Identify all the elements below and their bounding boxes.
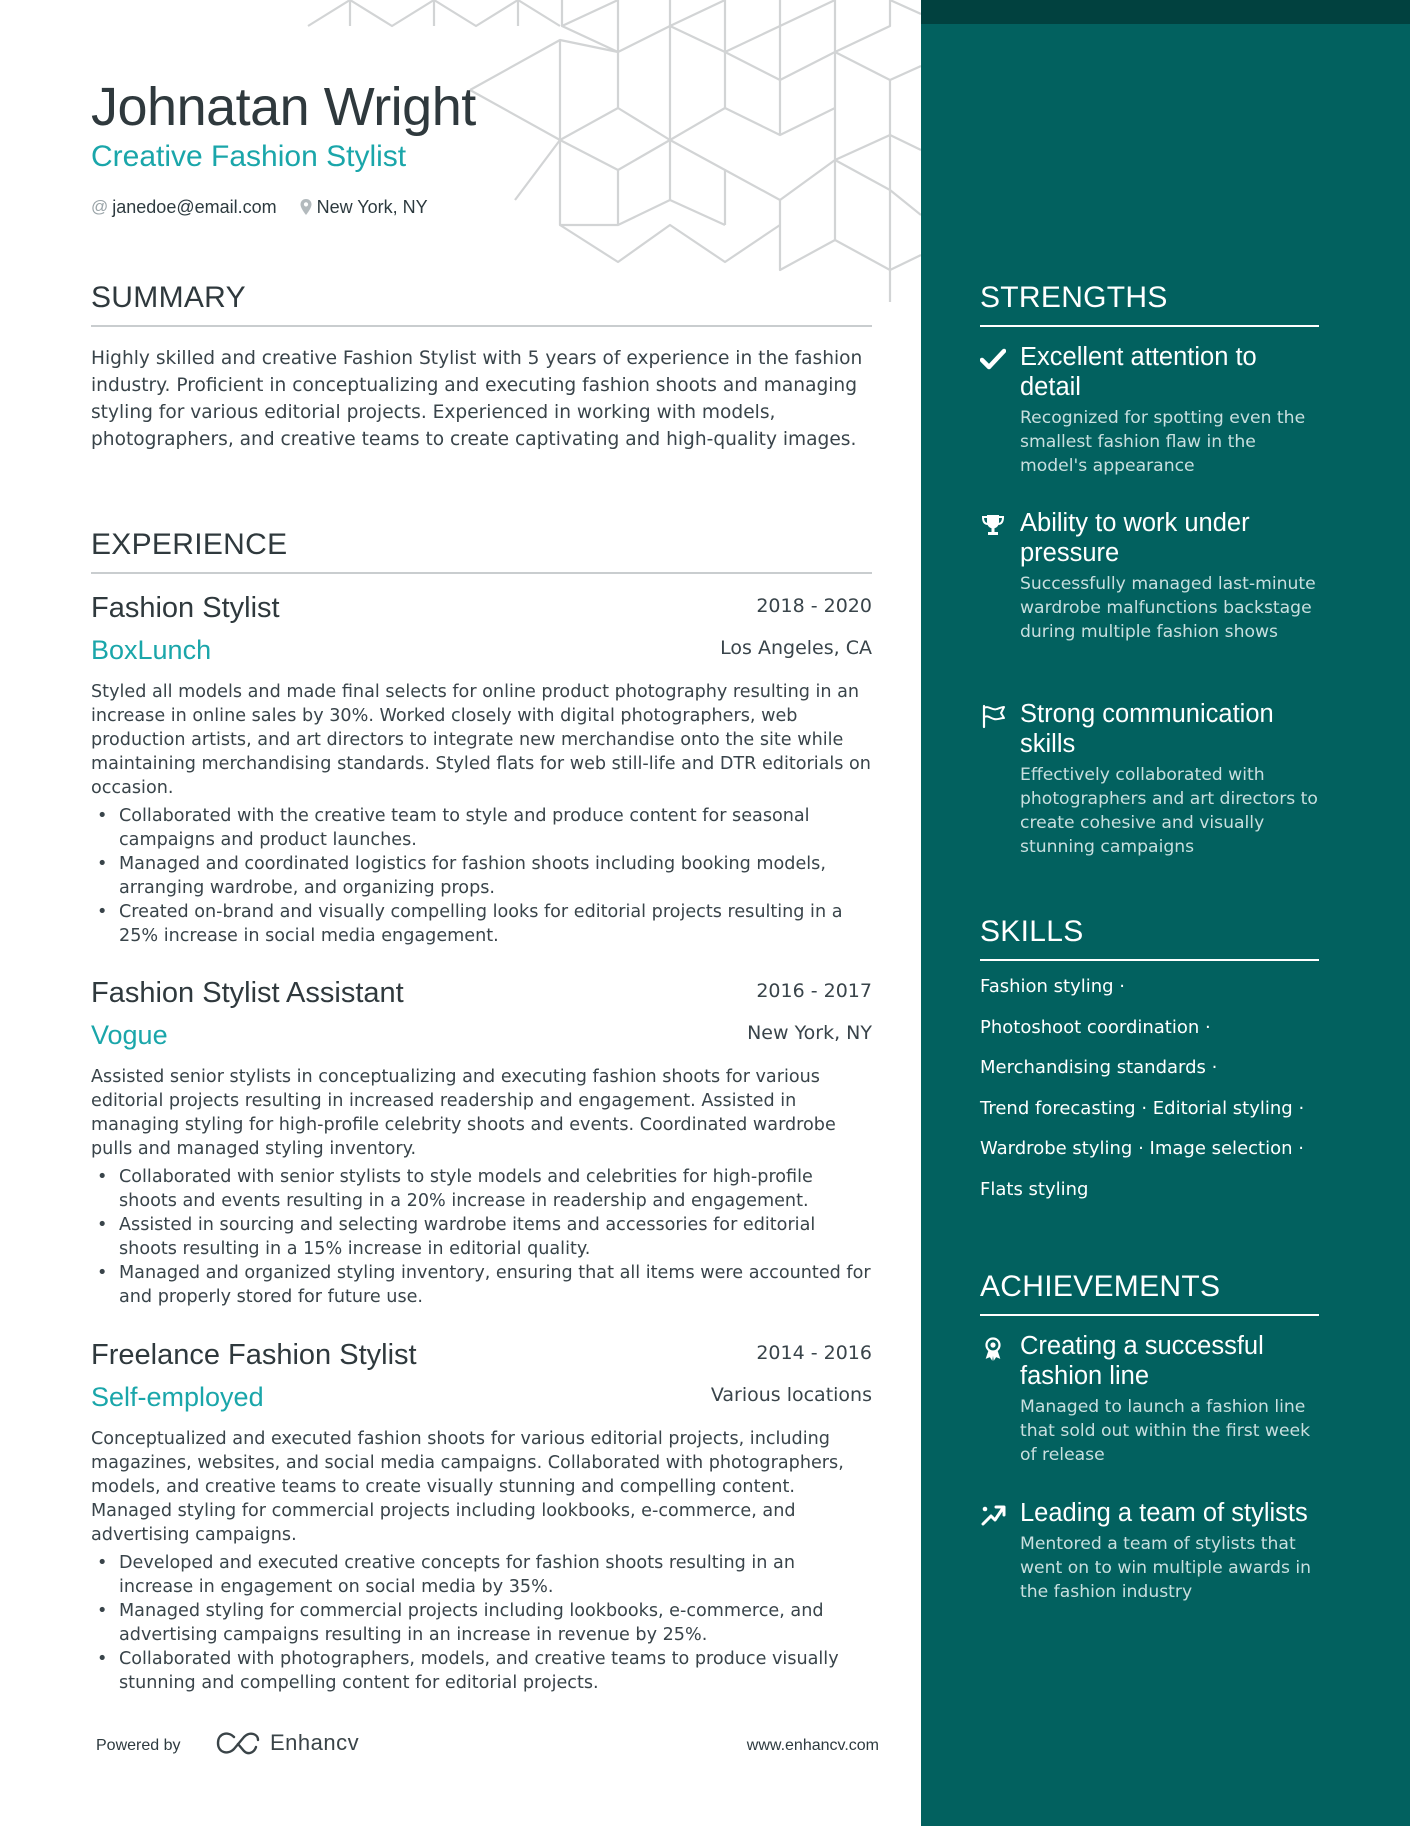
strength-item: [980, 699, 1320, 859]
location-pin-icon: [299, 198, 313, 216]
candidate-title: Creative Fashion Stylist: [91, 140, 407, 173]
skill-line: Flats styling: [980, 1178, 1089, 1200]
enhancv-logo-icon: [214, 1730, 260, 1756]
strength-description: Recognized for spotting even the smallest fashion flaw in the model's appearance: [1020, 408, 1306, 476]
job-dates: 2014 - 2016: [756, 1342, 872, 1364]
experience-entry: [91, 592, 872, 948]
strength-description: Effectively collaborated with photographers and art directors to create cohesive and visually stunning campaigns: [1020, 765, 1318, 857]
contact-row: [91, 195, 450, 219]
achievement-title: Creating a successful fashion line: [1020, 1332, 1264, 1390]
location-item: [299, 197, 428, 218]
email-text: janedoe@email.com: [112, 196, 277, 217]
strengths-heading: STRENGTHS: [980, 281, 1319, 327]
achievement-item: [980, 1498, 1320, 1604]
job-bullet: • Managed and organized styling inventory, ensuring that all items were accounted for and properly stored for future use.: [91, 1261, 872, 1309]
achievement-title: Leading a team of stylists: [1020, 1499, 1308, 1527]
footer: [96, 1726, 879, 1766]
job-location: New York, NY: [747, 1022, 872, 1044]
strength-item: [980, 342, 1320, 478]
job-location: Various locations: [710, 1384, 872, 1406]
experience-entry: [91, 1339, 872, 1695]
candidate-name: Johnatan Wright: [91, 77, 476, 137]
skills-heading: SKILLS: [980, 915, 1319, 961]
job-dates: 2018 - 2020: [756, 595, 872, 617]
achievement-item: [980, 1331, 1320, 1467]
achievements-heading: ACHIEVEMENTS: [980, 1270, 1319, 1316]
skill-line: Photoshoot coordination ·: [980, 1016, 1211, 1038]
job-description: Conceptualized and executed fashion shoots for various editorial projects, including magazines, websites, and social media campaigns. Collaborated with photographers, models, and creative teams to create visually stunning and compelling content. Managed styling for commercial projects including lookbooks, e-commerce, and advertising campaigns.: [91, 1429, 844, 1545]
job-bullet: • Managed and coordinated logistics for fashion shoots including booking models, arranging wardrobe, and organizing props.: [91, 852, 872, 900]
skills-list: [980, 975, 1325, 1218]
job-bullet: • Collaborated with photographers, models, and creative teams to produce visually stunning and compelling content for editorial projects.: [91, 1647, 872, 1695]
job-location: Los Angeles, CA: [720, 637, 872, 659]
job-bullet: • Collaborated with the creative team to style and produce content for seasonal campaigns and product launches.: [91, 804, 872, 852]
at-sign-icon: @: [91, 197, 109, 216]
job-bullet: • Collaborated with senior stylists to style models and celebrities for high-profile shoots and events resulting in a 20% increase in readership and engagement.: [91, 1165, 872, 1213]
brand-name: Enhancv: [270, 1730, 360, 1755]
summary-heading: SUMMARY: [91, 281, 872, 327]
job-bullet: • Developed and executed creative concepts for fashion shoots resulting in an increase in engagement on social media by 35%.: [91, 1551, 872, 1599]
strength-item: [980, 508, 1320, 644]
strength-title: Ability to work under pressure: [1020, 509, 1250, 567]
summary-text: Highly skilled and creative Fashion Stylist with 5 years of experience in the fashion industry. Proficient in conceptualizing and executing fashion shoots and managing styling for various editorial projects. Experienced in working with models, photographers, and creative teams to create captivating and high-quality images.: [91, 348, 863, 450]
job-title: Fashion Stylist Assistant: [91, 977, 404, 1009]
trophy-icon: [980, 512, 1006, 538]
experience-heading: EXPERIENCE: [91, 528, 872, 574]
job-bullets: [91, 1165, 872, 1309]
job-description: Assisted senior stylists in conceptualizing and executing fashion shoots for various editorial projects resulting in increased readership and engagement. Assisted in managing styling for high-profile celebrity shoots and events. Coordinated wardrobe pulls and managed styling inventory.: [91, 1067, 836, 1159]
job-bullet: • Managed styling for commercial projects including lookbooks, e-commerce, and advertising campaigns resulting in an increase in revenue by 25%.: [91, 1599, 872, 1647]
job-description: Styled all models and made final selects for online product photography resulting in an increase in online sales by 30%. Worked closely with digital photographers, web production artists, and art directors to integrate new merchandise onto the site while maintaining merchandising standards. Styled flats for web still-life and DTR editorials on occasion.: [91, 682, 871, 798]
location-text: New York, NY: [316, 196, 428, 217]
job-bullets: [91, 804, 872, 948]
job-company[interactable]: Vogue: [91, 1020, 168, 1050]
flag-icon: [980, 703, 1006, 729]
strength-title: Strong communication skills: [1020, 700, 1274, 758]
job-company[interactable]: BoxLunch: [91, 635, 212, 665]
growth-icon: [980, 1502, 1006, 1528]
job-bullet: • Created on-brand and visually compelling looks for editorial projects resulting in a 25% increase in social media engagement.: [91, 900, 872, 948]
email-item[interactable]: [91, 197, 277, 218]
skill-line: Merchandising standards ·: [980, 1057, 1218, 1078]
strength-description: Successfully managed last-minute wardrobe malfunctions backstage during multiple fashion shows: [1020, 574, 1316, 642]
skill-line: Trend forecasting · Editorial styling ·: [980, 1097, 1305, 1119]
sidebar-top-band: [921, 0, 1410, 24]
job-company: Self-employed: [91, 1382, 264, 1412]
achievement-description: Mentored a team of stylists that went on to win multiple awards in the fashion industry: [1020, 1534, 1312, 1602]
job-dates: 2016 - 2017: [756, 980, 872, 1002]
achievement-description: Managed to launch a fashion line that sold out within the first week of release: [1020, 1397, 1311, 1465]
experience-entry: [91, 977, 872, 1309]
powered-by-label: Powered by: [96, 1737, 181, 1754]
job-title: Freelance Fashion Stylist: [91, 1339, 417, 1371]
enhancv-brand-link[interactable]: [214, 1730, 359, 1756]
skill-line: Wardrobe styling · Image selection ·: [980, 1138, 1304, 1159]
job-bullets: [91, 1551, 872, 1695]
job-title: Fashion Stylist: [91, 592, 280, 624]
strength-title: Excellent attention to detail: [1020, 343, 1257, 401]
skill-line: Fashion styling ·: [980, 976, 1126, 997]
award-icon: [980, 1335, 1006, 1361]
website-link[interactable]: www.enhancv.com: [746, 1737, 879, 1754]
job-bullet: • Assisted in sourcing and selecting wardrobe items and accessories for editorial shoots resulting in a 15% increase in editorial quality.: [91, 1213, 872, 1261]
checkmark-icon: [980, 346, 1006, 372]
